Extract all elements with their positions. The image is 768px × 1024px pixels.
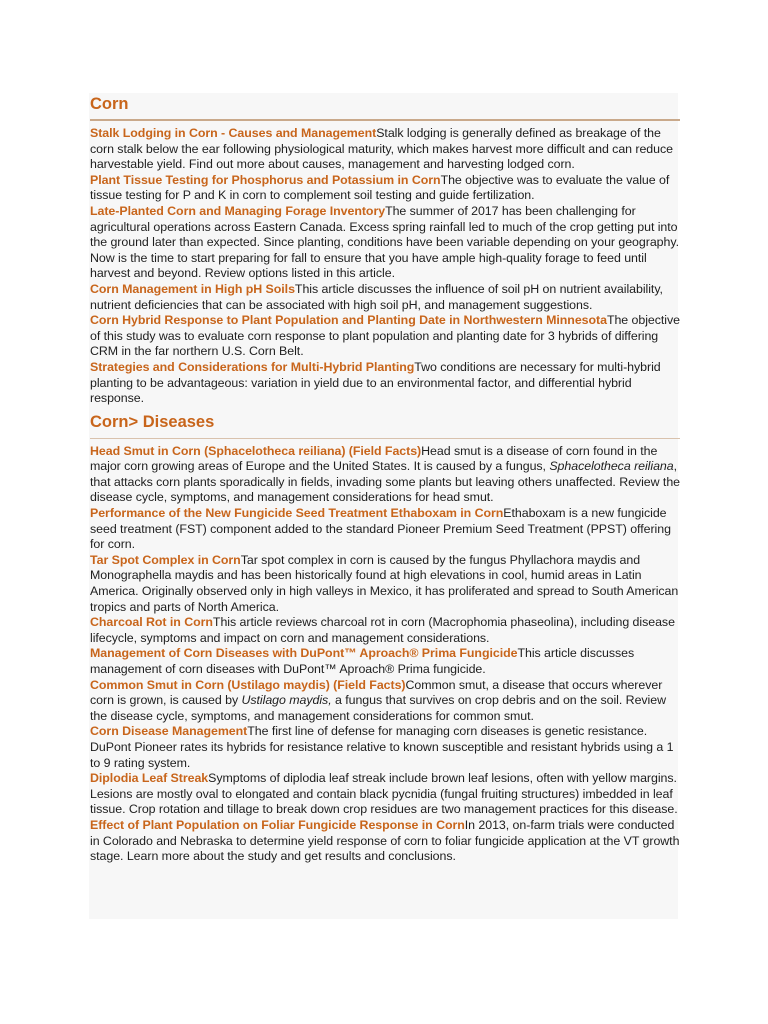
article-summary: This article discusses the influence of soil pH on nutrient availability, nutrient deficiencies that can be associated with high soil pH, and management suggestions.	[90, 281, 663, 312]
list-item	[90, 724, 680, 771]
article-link[interactable]: Stalk Lodging in Corn - Causes and Management	[90, 126, 377, 140]
article-list	[90, 93, 680, 865]
article-summary: Ethaboxam is a new fungicide seed treatment (FST) component added to the standard Pioneer Premium Seed Treatment (PPST) offering for corn.	[90, 506, 671, 552]
list-item	[90, 506, 680, 553]
article-summary: In 2013, on-farm trials were conducted in Colorado and Nebraska to determine yield response of corn to foliar fungicide application at the VT growth stage. Learn more about the study and get results and conclusions.	[90, 817, 680, 864]
article-link[interactable]: Charcoal Rot in Corn	[90, 615, 213, 630]
article-summary: The objective was to evaluate the value of tissue testing for P and K in corn to complement soil testing and guide fertilization.	[90, 172, 670, 203]
species-name: Ustilago maydis,	[241, 693, 332, 708]
article-summary: The objective of this study was to evaluate corn response to plant population and planting date for 3 hybrids of differing CRM in the far northern U.S. Corn Belt.	[90, 313, 680, 359]
article-link[interactable]: Head Smut in Corn (Sphacelotheca reiliana) (Field Facts)	[90, 443, 422, 458]
list-item	[90, 646, 680, 677]
corn-entries	[90, 126, 680, 407]
list-item	[90, 173, 680, 204]
article-link[interactable]: Corn Hybrid Response to Plant Population and Planting Date in Northwestern Minnesota	[90, 313, 607, 328]
section-title-corn-diseases: Corn> Diseases	[90, 412, 680, 439]
article-link[interactable]: Corn Management in High pH Soils	[90, 281, 295, 296]
article-link[interactable]: Effect of Plant Population on Foliar Fungicide Response in Corn	[90, 817, 465, 832]
article-link[interactable]: Common Smut in Corn (Ustilago maydis) (Field Facts)	[90, 677, 406, 692]
list-item	[90, 444, 680, 506]
list-item	[90, 553, 680, 615]
article-link[interactable]: Management of Corn Diseases with DuPont™ Aproach® Prima Fungicide	[90, 646, 518, 661]
list-item	[90, 818, 680, 865]
article-summary-continued: a fungus that survives on crop debris and on the soil. Review the disease cycle, symptoms, and management considerations for common smut.	[90, 693, 666, 723]
list-item	[90, 678, 680, 725]
article-summary: Head smut is a disease of corn found in the major corn growing areas of Europe and the United States. It is caused by a fungus,	[90, 443, 658, 474]
article-summary: This article reviews charcoal rot in corn (Macrophomia phaseolina), including disease lifecycle, symptoms and impact on corn and management considerations.	[90, 615, 675, 645]
article-link[interactable]: Strategies and Considerations for Multi-Hybrid Planting	[90, 359, 415, 374]
article-summary-continued: , that attacks corn plants sporadically in fields, invading some plants but leaving others unaffected. Review the disease cycle, symptoms, and management considerations for head smut.	[90, 459, 681, 505]
article-summary: Stalk lodging is generally defined as breakage of the corn stalk below the ear following physiological maturity, which makes harvest more difficult and can reduce harvestable yield. Find out more about causes, management and harvesting lodged corn.	[90, 126, 673, 172]
article-link[interactable]: Performance of the New Fungicide Seed Treatment Ethaboxam in Corn	[90, 506, 504, 521]
list-item	[90, 615, 680, 646]
article-link[interactable]: Late-Planted Corn and Managing Forage Inventory	[90, 203, 386, 218]
article-link[interactable]: Diplodia Leaf Streak	[90, 771, 209, 786]
species-name: Sphacelotheca reiliana	[549, 459, 674, 474]
list-item	[90, 282, 680, 313]
article-link[interactable]: Corn Disease Management	[90, 724, 248, 739]
list-item	[90, 313, 680, 360]
list-item	[90, 204, 680, 282]
list-item	[90, 126, 680, 173]
article-summary: Two conditions are necessary for multi-hybrid planting to be advantageous: variation in yield due to an environmental factor, and differential hybrid response.	[90, 359, 661, 406]
corn-diseases-entries	[90, 444, 680, 865]
article-summary: The first line of defense for managing corn diseases is genetic resistance. DuPont Pioneer rates its hybrids for resistance relative to known susceptible and resistant hybrids using a 1 to 9 rating system.	[90, 724, 674, 770]
article-summary: The summer of 2017 has been challenging for agricultural operations across Eastern Canada. Excess spring rainfall led to much of the crop getting put into the ground later than expected. Since planting, conditions have been variable depending on your geography. Now is the time to start preparing for fall to ensure that you have ample high-quality forage to feed until harvest and beyond. Review options listed in this article.	[90, 203, 679, 281]
article-summary: This article discusses management of corn diseases with DuPont™ Aproach® Prima fungicide.	[90, 646, 635, 676]
section-title-corn: Corn	[90, 94, 680, 121]
list-item	[90, 360, 680, 407]
article-summary: Common smut, a disease that occurs wherever corn is grown, is caused by	[90, 677, 663, 708]
article-link[interactable]: Plant Tissue Testing for Phosphorus and Potassium in Corn	[90, 172, 441, 187]
article-summary: Tar spot complex in corn is caused by the fungus Phyllachora maydis and Monographella maydis and has been historically found at high elevations in cool, humid areas in Latin America. Originally observed only in high valleys in Mexico, it has proliferated and spread to South American tropics and parts of North America.	[90, 552, 679, 614]
article-link[interactable]: Tar Spot Complex in Corn	[90, 552, 241, 567]
list-item	[90, 771, 680, 818]
article-summary: Symptoms of diplodia leaf streak include brown leaf lesions, often with yellow margins. Lesions are mostly oval to elongated and contain black pycnidia (fungal fruiting structures) imbedded in leaf tissue. Crop rotation and tillage to break down crop residues are two management practices for this disease.	[90, 771, 678, 817]
